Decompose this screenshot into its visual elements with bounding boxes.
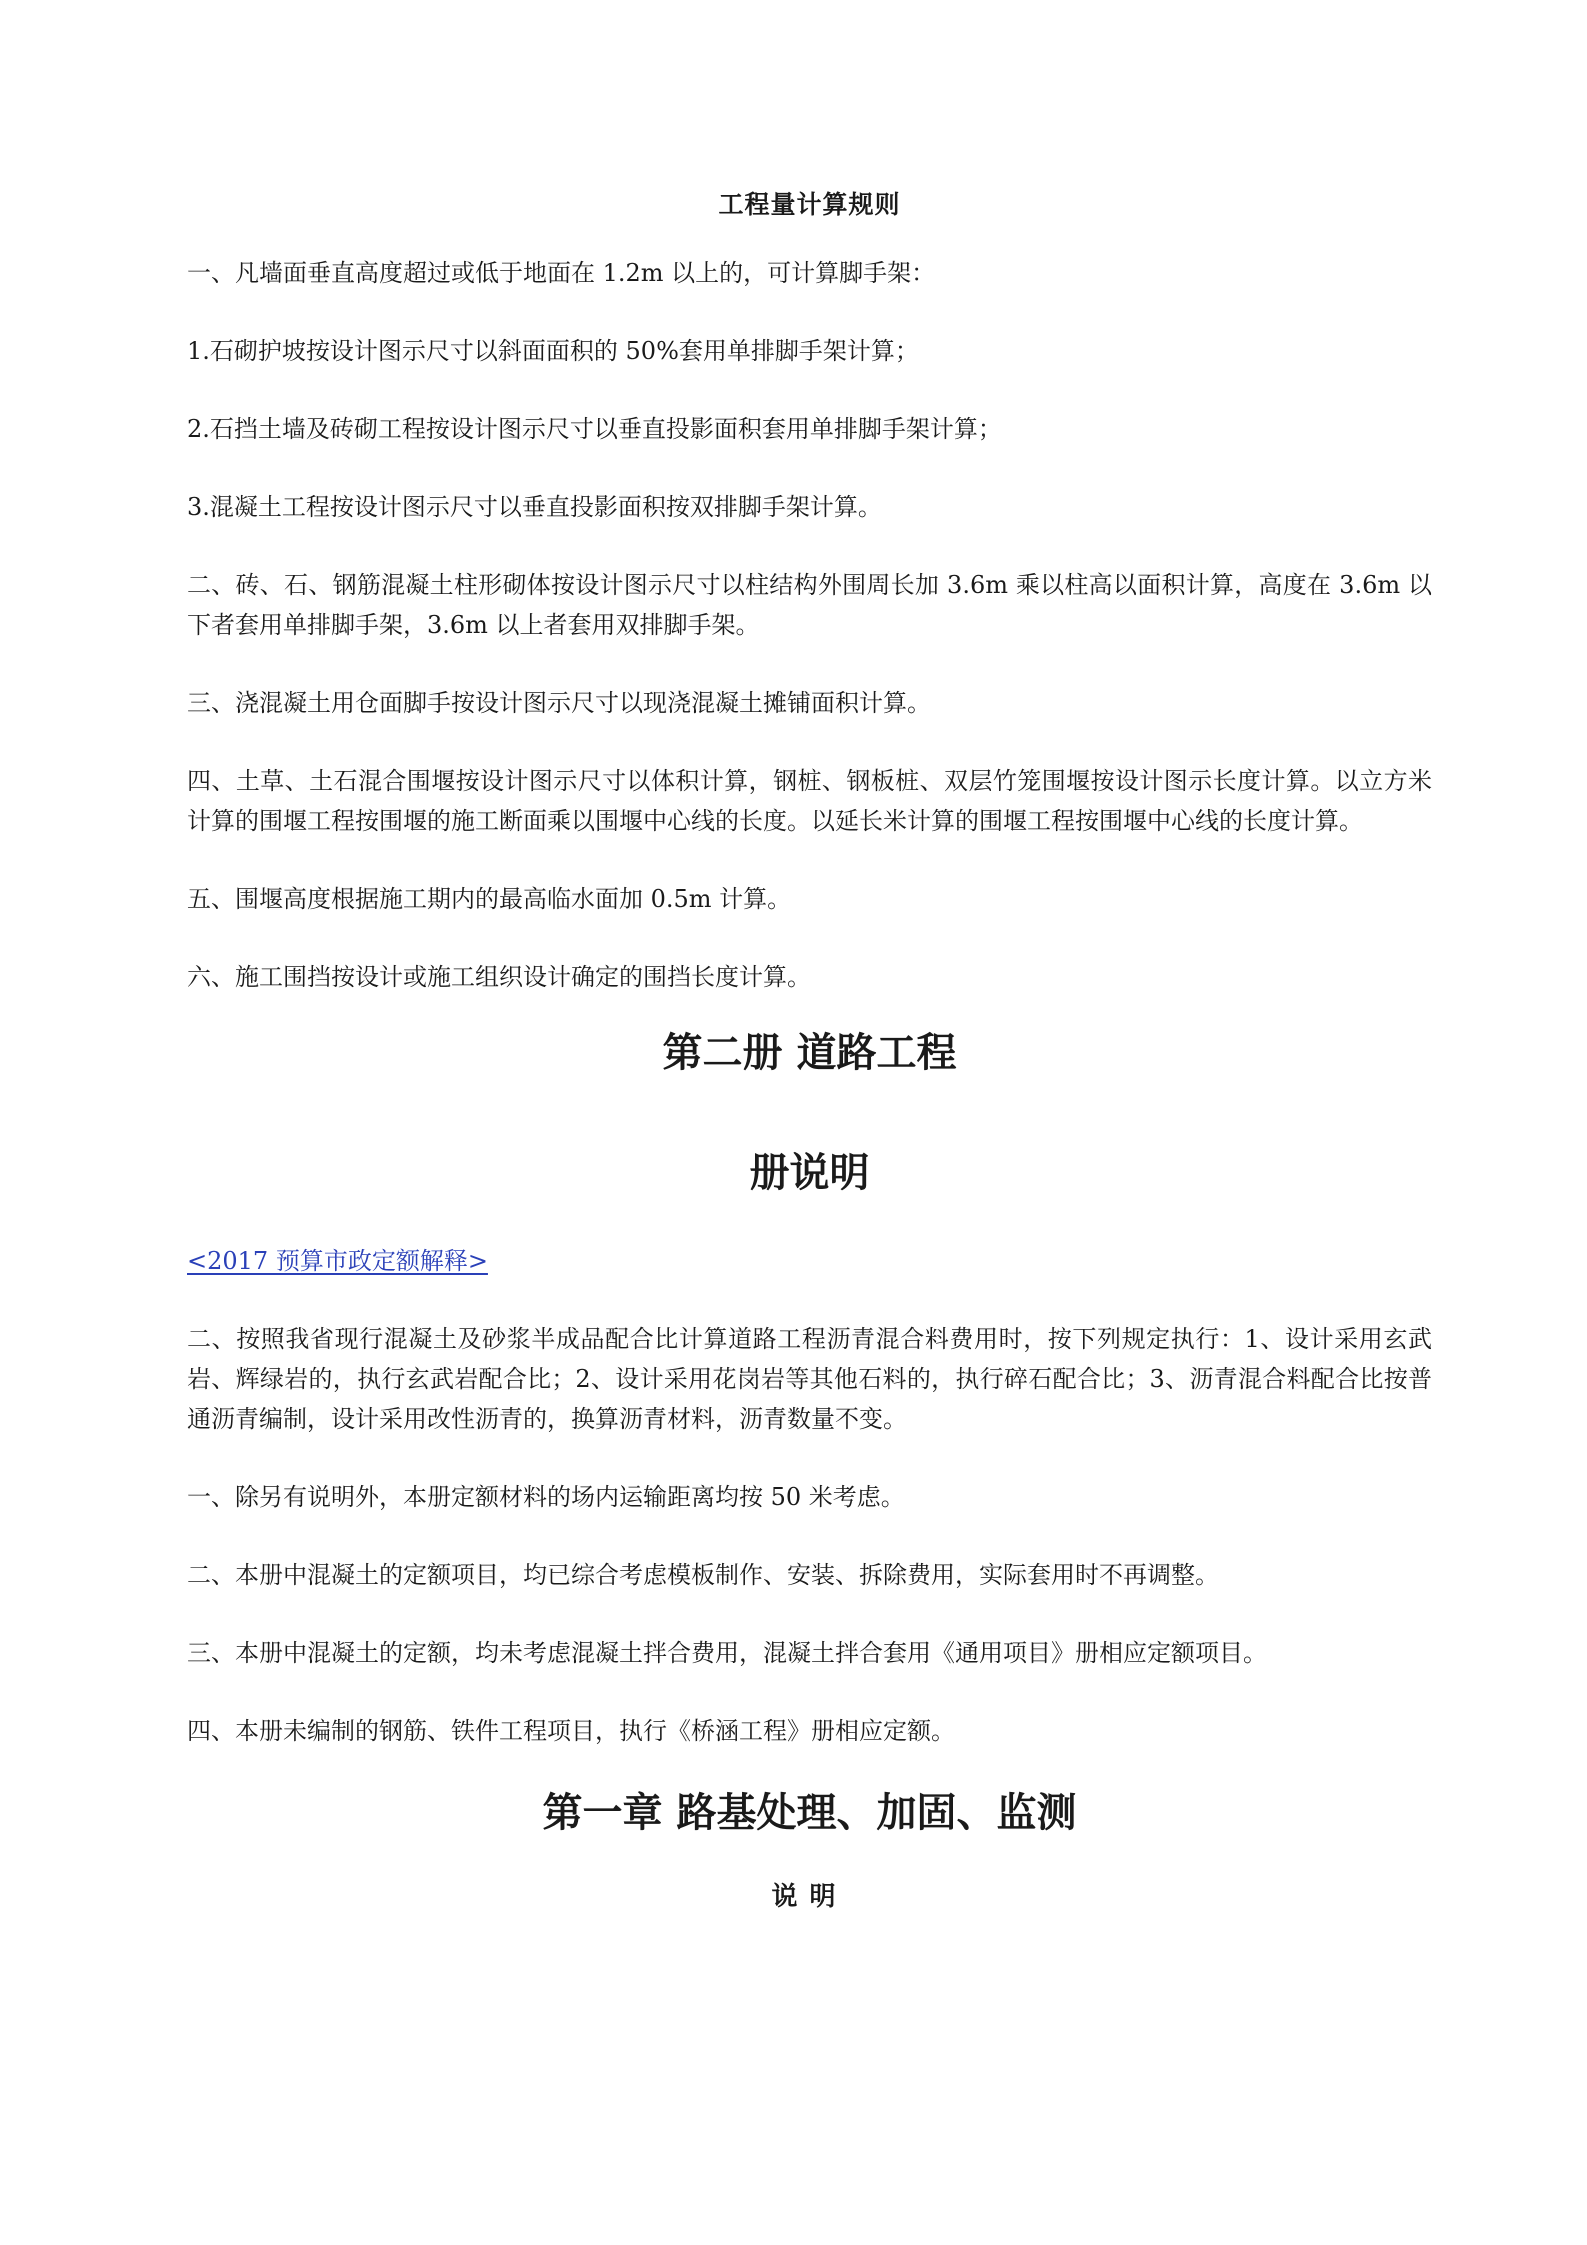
volume-note-paragraph-4: 三、本册中混凝土的定额，均未考虑混凝土拌合费用，混凝土拌合套用《通用项目》册相应定额项目。 — [187, 1639, 1267, 1667]
rule-paragraph-5: 二、砖、石、钢筋混凝土柱形砌体按设计图示尺寸以柱结构外围周长加 3.6m 乘以柱高以面积计算，高度在 3.6m 以下者套用单排脚手架，3.6m 以上者套用双排脚手架。 — [187, 571, 1432, 639]
chapter-subtitle: 说明 — [771, 1882, 848, 1912]
chapter-title: 第一章 路基处理、加固、监测 — [542, 1789, 1077, 1836]
rule-paragraph-7: 四、土草、土石混合围堰按设计图示尺寸以体积计算，钢桩、钢板桩、双层竹笼围堰按设计图示长度计算。以立方米计算的围堰工程按围堰的施工断面乘以围堰中心线的长度。以延长米计算的围堰工程按围堰中心线的长度计算。 — [187, 767, 1432, 835]
volume-subtitle: 册说明 — [749, 1149, 870, 1196]
quota-interpretation-link[interactable]: <2017 预算市政定额解释> — [187, 1247, 488, 1275]
rule-paragraph-3: 2.石挡土墙及砖砌工程按设计图示尺寸以垂直投影面积套用单排脚手架计算； — [187, 415, 1002, 443]
volume-note-paragraph-1: 二、按照我省现行混凝土及砂浆半成品配合比计算道路工程沥青混合料费用时，按下列规定执行：1、设计采用玄武岩、辉绿岩的，执行玄武岩配合比；2、设计采用花岗岩等其他石料的，执行碎石配合比；3、沥青混合料配合比按普通沥青编制，设计采用改性沥青的，换算沥青材料，沥青数量不变。 — [187, 1325, 1432, 1433]
volume-title: 第二册 道路工程 — [662, 1029, 957, 1076]
rule-paragraph-1: 一、凡墙面垂直高度超过或低于地面在 1.2m 以上的，可计算脚手架： — [187, 259, 936, 287]
volume-note-paragraph-5: 四、本册未编制的钢筋、铁件工程项目，执行《桥涵工程》册相应定额。 — [187, 1717, 955, 1745]
volume-note-paragraph-3: 二、本册中混凝土的定额项目，均已综合考虑模板制作、安装、拆除费用，实际套用时不再调整。 — [187, 1561, 1219, 1589]
rule-paragraph-8: 五、围堰高度根据施工期内的最高临水面加 0.5m 计算。 — [187, 885, 792, 913]
rule-paragraph-9: 六、施工围挡按设计或施工组织设计确定的围挡长度计算。 — [187, 963, 811, 991]
rule-paragraph-6: 三、浇混凝土用仓面脚手按设计图示尺寸以现浇混凝土摊铺面积计算。 — [187, 689, 931, 717]
rule-paragraph-4: 3.混凝土工程按设计图示尺寸以垂直投影面积按双排脚手架计算。 — [187, 493, 882, 521]
volume-note-paragraph-2: 一、除另有说明外，本册定额材料的场内运输距离均按 50 米考虑。 — [187, 1483, 905, 1511]
rule-paragraph-2: 1.石砌护坡按设计图示尺寸以斜面面积的 50%套用单排脚手架计算； — [187, 337, 919, 365]
section-title-calculation-rules: 工程量计算规则 — [718, 190, 901, 219]
quota-interpretation-link-line — [187, 1241, 1432, 1281]
document-page — [187, 185, 1432, 1917]
